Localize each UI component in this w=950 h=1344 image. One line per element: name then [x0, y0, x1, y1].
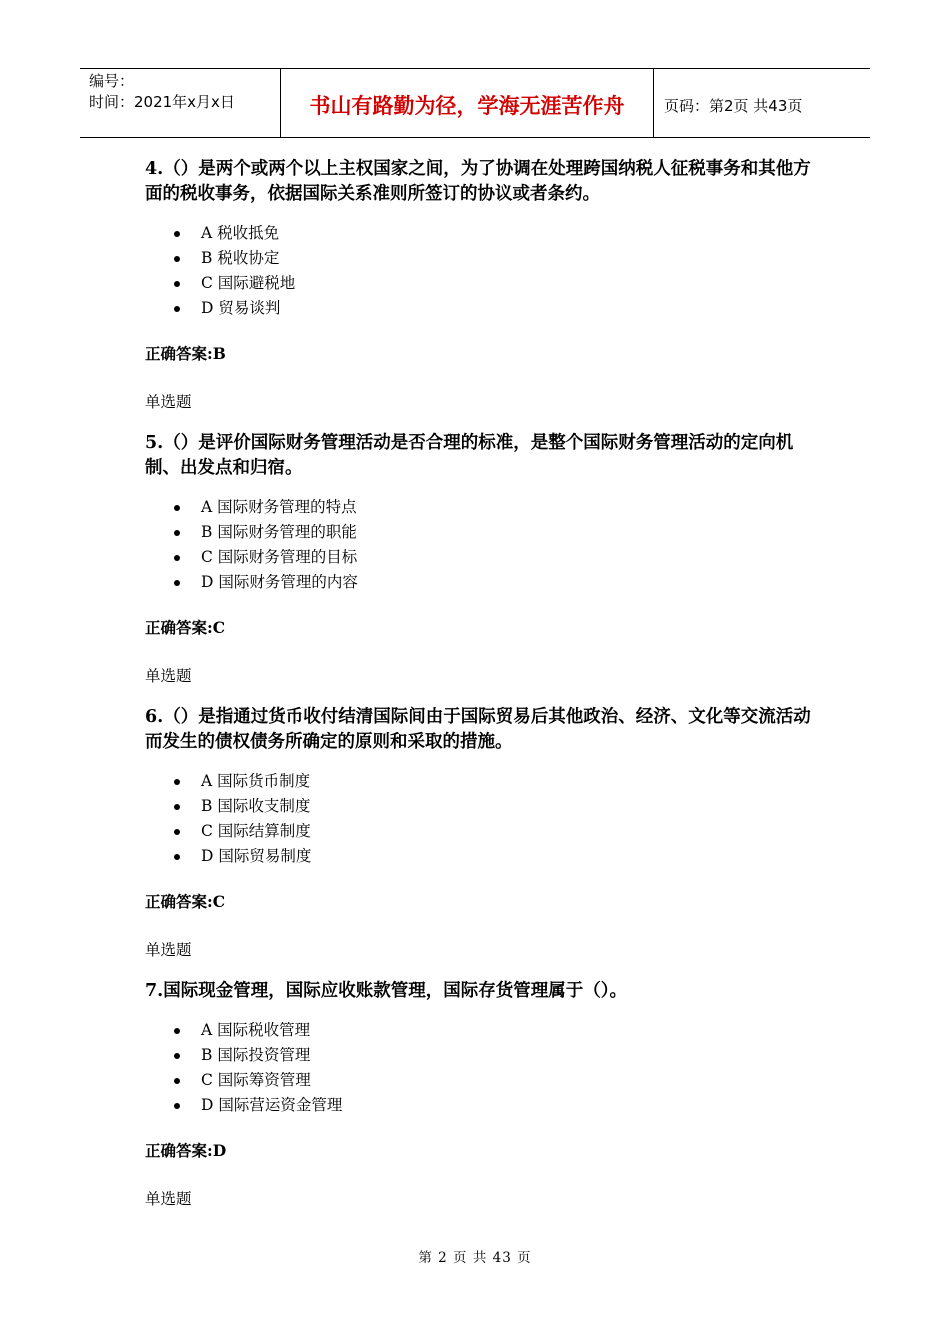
page-header	[80, 68, 870, 138]
bullet-icon	[174, 580, 180, 586]
question-type: 单选题	[145, 667, 192, 685]
option-text: D 贸易谈判	[201, 299, 281, 317]
question-block	[145, 431, 825, 687]
correct-answer: 正确答案:C	[145, 892, 226, 911]
bullet-icon	[174, 530, 180, 536]
question-stem: 5.（）是评价国际财务管理活动是否合理的标准，是整个国际财务管理活动的定向机制、出发点和归宿。	[145, 433, 794, 478]
bullet-icon	[174, 231, 180, 237]
option-c	[145, 545, 825, 570]
bullet-icon	[174, 779, 180, 785]
question-block	[145, 157, 825, 413]
option-text: D 国际财务管理的内容	[201, 573, 358, 591]
option-a	[145, 221, 825, 246]
header-meta	[80, 69, 281, 137]
correct-answer: 正确答案:D	[145, 1141, 227, 1160]
header-motto: 书山有路勤为径，学海无涯苦作舟	[281, 69, 654, 137]
option-text: B 国际财务管理的职能	[201, 523, 357, 541]
option-c	[145, 819, 825, 844]
option-text: A 国际税收管理	[201, 1021, 311, 1039]
option-c	[145, 1068, 825, 1093]
option-b	[145, 1043, 825, 1068]
option-b	[145, 520, 825, 545]
question-stem: 6.（）是指通过货币收付结清国际间由于国际贸易后其他政治、经济、文化等交流活动而发生的债权债务所确定的原则和采取的措施。	[145, 707, 811, 752]
bullet-icon	[174, 1078, 180, 1084]
option-text: B 国际投资管理	[201, 1046, 311, 1064]
option-text: C 国际筹资管理	[201, 1071, 311, 1089]
bullet-icon	[174, 306, 180, 312]
document-number-label: 编号：	[89, 72, 135, 90]
option-text: A 国际财务管理的特点	[201, 498, 357, 516]
bullet-icon	[174, 804, 180, 810]
question-list	[145, 157, 825, 1228]
option-text: A 国际货币制度	[201, 772, 311, 790]
option-a	[145, 495, 825, 520]
option-text: A 税收抵免	[201, 224, 280, 242]
option-b	[145, 246, 825, 271]
option-text: B 税收协定	[201, 249, 280, 267]
bullet-icon	[174, 854, 180, 860]
question-type: 单选题	[145, 1190, 192, 1208]
option-b	[145, 794, 825, 819]
option-d	[145, 296, 825, 321]
option-list	[145, 221, 825, 321]
document-date-label: 时间：2021年x月x日	[89, 93, 235, 111]
option-a	[145, 1018, 825, 1043]
bullet-icon	[174, 1028, 180, 1034]
bullet-icon	[174, 256, 180, 262]
bullet-icon	[174, 505, 180, 511]
question-stem: 7.国际现金管理，国际应收账款管理，国际存货管理属于（）。	[145, 981, 628, 1001]
option-c	[145, 271, 825, 296]
option-list	[145, 1018, 825, 1118]
bullet-icon	[174, 1053, 180, 1059]
option-list	[145, 495, 825, 595]
correct-answer: 正确答案:C	[145, 618, 226, 637]
page-footer: 第 2 页 共 43 页	[418, 1250, 532, 1266]
question-block	[145, 979, 825, 1210]
option-d	[145, 1093, 825, 1118]
question-stem: 4.（）是两个或两个以上主权国家之间，为了协调在处理跨国纳税人征税事务和其他方面的税收事务，依据国际关系准则所签订的协议或者条约。	[145, 159, 811, 204]
option-text: B 国际收支制度	[201, 797, 311, 815]
option-list	[145, 769, 825, 869]
option-d	[145, 844, 825, 869]
option-a	[145, 769, 825, 794]
bullet-icon	[174, 829, 180, 835]
question-type: 单选题	[145, 393, 192, 411]
option-d	[145, 570, 825, 595]
question-block	[145, 705, 825, 961]
question-type: 单选题	[145, 941, 192, 959]
header-page-info: 页码：第2页 共43页	[664, 96, 803, 115]
option-text: D 国际营运资金管理	[201, 1096, 343, 1114]
bullet-icon	[174, 281, 180, 287]
bullet-icon	[174, 1103, 180, 1109]
option-text: C 国际财务管理的目标	[201, 548, 358, 566]
option-text: D 国际贸易制度	[201, 847, 312, 865]
bullet-icon	[174, 555, 180, 561]
option-text: C 国际结算制度	[201, 822, 311, 840]
option-text: C 国际避税地	[201, 274, 296, 292]
correct-answer: 正确答案:B	[145, 344, 226, 363]
